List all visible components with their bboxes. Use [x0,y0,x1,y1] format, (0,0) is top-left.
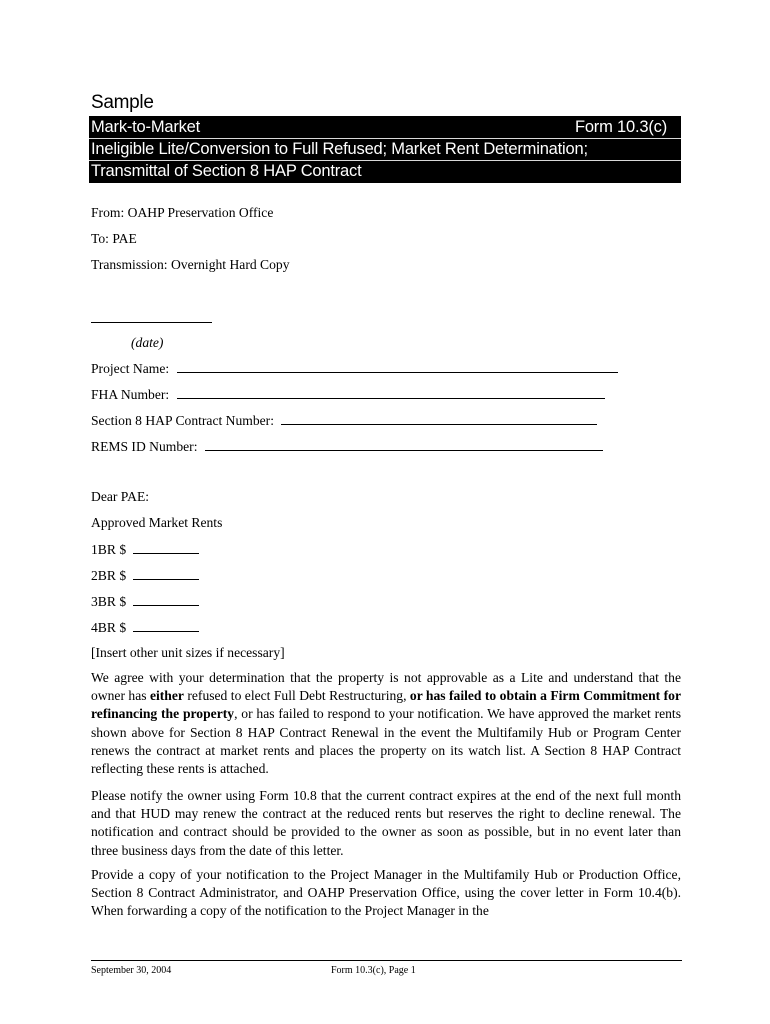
header-line-2: Ineligible Lite/Conversion to Full Refused; Market Rent Determination; [91,140,588,158]
date-blank [91,322,212,323]
rent-label: 3BR $ [91,594,127,609]
project-name-label: Project Name: [91,361,170,376]
form-number: Form 10.3(c) [574,118,667,136]
rent-label: 4BR $ [91,620,127,635]
hap-contract-number-field [91,412,597,429]
rent-1br [91,541,199,558]
rent-label: 2BR $ [91,568,127,583]
rent-4br [91,619,199,636]
body-paragraph-2: Please notify the owner using Form 10.8 that the current contract expires at the end of the next full month and that HUD may renew the contract at the reduced rents but reserves the right to decline renewal. The notification and contract should be provided to the owner as soon as possible, but in no event later than three business days from the date of this letter. [91,788,681,858]
footer-date: September 30, 2004 [91,965,172,976]
rent-blank [133,593,199,606]
sample-label: Sample [91,92,154,113]
project-name-field [91,360,618,377]
fha-number-label: FHA Number: [91,387,170,402]
to-line: To: PAE [91,231,137,246]
rems-id-field [91,438,603,455]
paragraph-text: refused to elect Full Debt Restructuring, [183,688,410,704]
fha-number-field [91,386,605,403]
header-line-1 [89,117,681,138]
fha-number-blank [177,386,605,399]
emphasis-text: either [149,688,184,704]
rents-heading: Approved Market Rents [91,515,223,530]
hap-contract-number-label: Section 8 HAP Contract Number: [91,413,274,428]
form-header-banner [89,116,681,183]
paragraph-text: , or has failed to respond to your notification. We have approved the market rents shown above for Section 8 HAP Contract Renewal in the event the Multifamily Hub or Program Center renews the contract at market rents and places the property on its watch list. A Section 8 HAP Contract reflecting these rents is attached. [91,706,681,777]
rent-blank [133,619,199,632]
rent-3br [91,593,199,610]
program-title: Mark-to-Market [91,118,201,136]
project-name-blank [177,360,618,373]
footer-rule [91,960,682,961]
transmission-line: Transmission: Overnight Hard Copy [91,257,290,272]
rent-blank [133,541,199,554]
rems-id-blank [205,438,603,451]
salutation: Dear PAE: [91,489,150,504]
body-paragraph-1 [91,669,681,778]
rent-2br [91,567,199,584]
footer-page-number: Form 10.3(c), Page 1 [331,965,416,976]
rent-blank [133,567,199,580]
hap-contract-number-blank [281,412,597,425]
header-line-3: Transmittal of Section 8 HAP Contract [91,162,362,180]
body-paragraph-3: Provide a copy of your notification to the Project Manager in the Multifamily Hub or Production Office, Section 8 Contract Administrator, and OAHP Preservation Office, using the cover letter in Form 10.4(b). When forwarding a copy of the notification to the Project Manager in the [91,867,681,919]
other-unit-sizes: [Insert other unit sizes if necessary] [91,645,285,660]
emphasis-text: or has failed to obtain a Firm Commitment for refinancing the property [91,688,681,722]
rent-label: 1BR $ [91,542,127,557]
date-label: (date) [131,335,164,350]
from-line: From: OAHP Preservation Office [91,205,274,220]
paragraph-text: We agree with your determination that the property is not approvable as a Lite and understand that the owner has [91,670,681,704]
rems-id-label: REMS ID Number: [91,439,198,454]
